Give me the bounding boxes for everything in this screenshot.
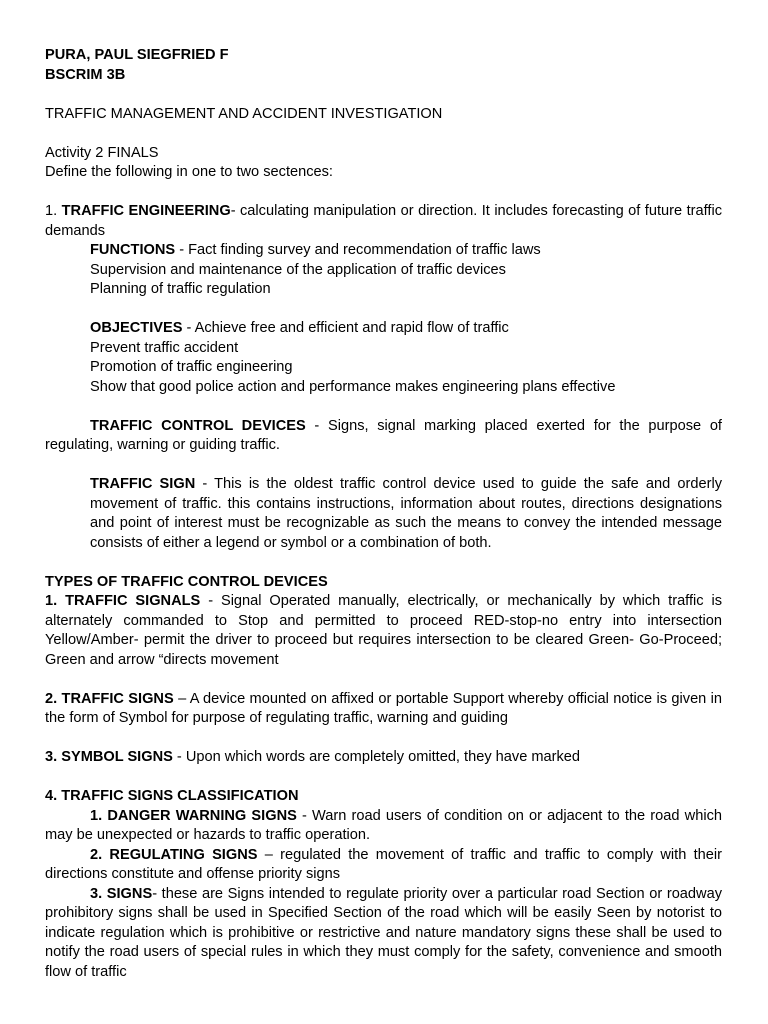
types-heading: TYPES OF TRAFFIC CONTROL DEVICES <box>45 573 328 590</box>
activity-label: Activity 2 FINALS <box>45 144 159 161</box>
type-item: 1. TRAFFIC SIGNALS - Signal Operated manually, electrically, or mechanically by which traffic is alternately commanded to Stop and permitted to proceed RED-stop-no entry into intersection Yellow/Amber- permit the driver to proceed but requires intersection to be cleared Green- Go-Proceed; Green and arrow “directs movement <box>45 593 723 668</box>
functions-line: FUNCTIONS - Fact finding survey and recommendation of traffic laws <box>90 242 541 258</box>
type-item: 2. TRAFFIC SIGNS – A device mounted on affixed or portable Support whereby official notice is given in the form of Symbol for purpose of regulating traffic, warning and guiding <box>45 690 723 726</box>
traffic-control-devices-definition: TRAFFIC CONTROL DEVICES - Signs, signal marking placed exerted for the purpose of regulating, warning or guiding traffic. <box>45 417 722 453</box>
classification-item: 2. REGULATING SIGNS – regulated the movement of traffic and traffic to comply with their directions constitute and offense priority signs <box>45 846 722 882</box>
classification-heading: 4. TRAFFIC SIGNS CLASSIFICATION <box>45 788 299 804</box>
traffic-sign-definition: TRAFFIC SIGN - This is the oldest traffic control device used to guide the safe and orderly movement of traffic. this contains instructions, information about routes, directions designations and point of interest must be recognizable as such the means to convey the intended message consists of either a legend or symbol or a combination of both. <box>90 476 722 551</box>
instruction-line: Define the following in one to two sectences: <box>45 164 333 180</box>
student-section: BSCRIM 3B <box>45 66 126 83</box>
classification-item: 3. SIGNS- these are Signs intended to regulate priority over a particular road Section or roadway prohibitory signs shall be used in Specified Section of the road which will be easily Seen by notorist to indicate regulation which is prohibitive or restrictive and nature mandatory signs these shall be used to notify the road users of special rules in which they must comply for the safety, convenience and smooth flow of traffic <box>45 885 722 980</box>
objectives-line: Prevent traffic accident <box>90 339 239 356</box>
course-title: TRAFFIC MANAGEMENT AND ACCIDENT INVESTIGATION <box>45 105 443 122</box>
objectives-line: OBJECTIVES - Achieve free and efficient and rapid flow of traffic <box>90 320 509 336</box>
objectives-line: Promotion of traffic engineering <box>90 359 293 375</box>
student-name: PURA, PAUL SIEGFRIED F <box>45 47 229 63</box>
functions-line: Planning of traffic regulation <box>90 281 271 297</box>
objectives-line: Show that good police action and performance makes engineering plans effective <box>90 378 616 395</box>
classification-item: 1. DANGER WARNING SIGNS - Warn road users of condition on or adjacent to the road which may be unexpected or hazards to traffic operation. <box>45 807 722 843</box>
traffic-engineering-definition: 1. TRAFFIC ENGINEERING- calculating manipulation or direction. It includes forecasting of future traffic demands <box>45 203 722 239</box>
type-item: 3. SYMBOL SIGNS - Upon which words are completely omitted, they have marked <box>45 749 581 765</box>
functions-block <box>45 241 722 397</box>
functions-line: Supervision and maintenance of the application of traffic devices <box>90 261 506 278</box>
document-body <box>45 46 722 982</box>
